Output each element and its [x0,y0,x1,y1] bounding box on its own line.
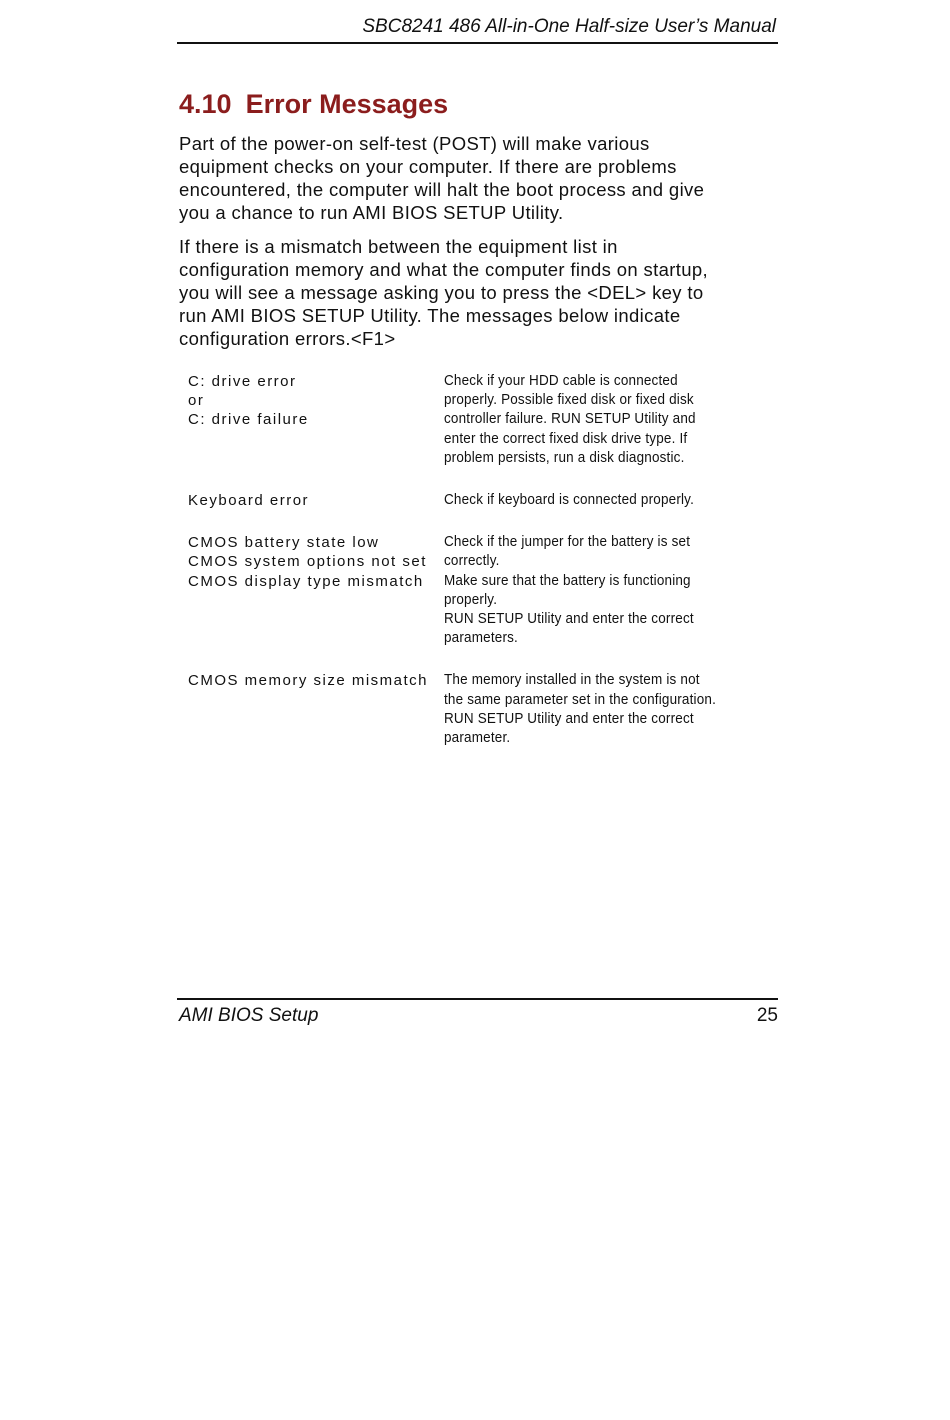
paragraph-line: run AMI BIOS SETUP Utility. The messages below indicate [179,305,681,326]
error-message [188,491,444,510]
section-title-text: Error Messages [245,89,449,119]
paragraph-line: Part of the power-on self-test (POST) will make various [179,133,650,154]
paragraph-mismatch [179,235,779,350]
error-message [188,372,444,468]
error-message-line: CMOS memory size mismatch [188,672,429,690]
page-footer [177,998,778,1032]
error-action [444,491,754,510]
error-action-line: Check if keyboard is connected properly. [444,492,695,509]
paragraph-line: you will see a message asking you to press the <DEL> key to [179,282,704,303]
error-message-line: CMOS battery state low [188,534,380,552]
manual-title: SBC8241 486 All-in-One Half-size User’s Manual [362,16,776,37]
error-message-line: CMOS display type mismatch [188,572,424,590]
section-title [179,86,448,122]
error-message-line: Keyboard error [188,492,310,510]
error-action-line: parameters. [444,630,519,647]
paragraph-line: equipment checks on your computer. If there are problems [179,156,677,177]
error-action [444,671,754,748]
error-action-line: enter the correct fixed disk drive type. If [444,430,688,447]
error-action-line: correctly. [444,553,501,570]
paragraph-line: configuration errors.<F1> [179,328,396,349]
section-number: 4.10 [179,89,232,119]
error-action-line: controller failure. RUN SETUP Utility and [444,411,697,428]
page-header [177,14,778,44]
error-message [188,533,444,648]
paragraph-line: you a chance to run AMI BIOS SETUP Utility. [179,202,564,223]
error-message-line: C: drive failure [188,411,309,429]
error-action-line: Make sure that the battery is functioning [444,572,692,589]
error-action-line: properly. Possible fixed disk or fixed disk [444,392,695,409]
error-action-line: properly. [444,591,498,608]
error-row-cmos-memory [188,671,778,748]
paragraph-line: encountered, the computer will halt the boot process and give [179,179,705,200]
error-row-cmos-battery [188,533,778,648]
error-action-line: Check if your HDD cable is connected [444,373,679,389]
error-action-line: RUN SETUP Utility and enter the correct [444,710,695,727]
error-messages-table [188,372,778,771]
error-action-line: RUN SETUP Utility and enter the correct [444,611,695,628]
error-message-line: C: drive error [188,373,297,390]
footer-section-name: AMI BIOS Setup [179,1005,319,1026]
error-action-line: Check if the jumper for the battery is set [444,534,691,551]
error-message [188,671,444,748]
paragraph-line: configuration memory and what the computer finds on startup, [179,259,708,280]
error-message-line: CMOS system options not set [188,553,427,571]
error-action [444,533,754,648]
error-row-keyboard [188,491,778,510]
paragraph-line: If there is a mismatch between the equipment list in [179,236,618,257]
error-row-drive [188,372,778,468]
error-message-line: or [188,392,205,410]
error-action [444,372,754,468]
paragraph-post-intro [179,132,779,224]
error-action-line: the same parameter set in the configuration. [444,691,717,708]
error-action-line: parameter. [444,730,511,747]
error-action-line: The memory installed in the system is not [444,672,701,689]
page-number: 25 [756,1005,778,1026]
error-action-line: problem persists, run a disk diagnostic. [444,449,685,466]
